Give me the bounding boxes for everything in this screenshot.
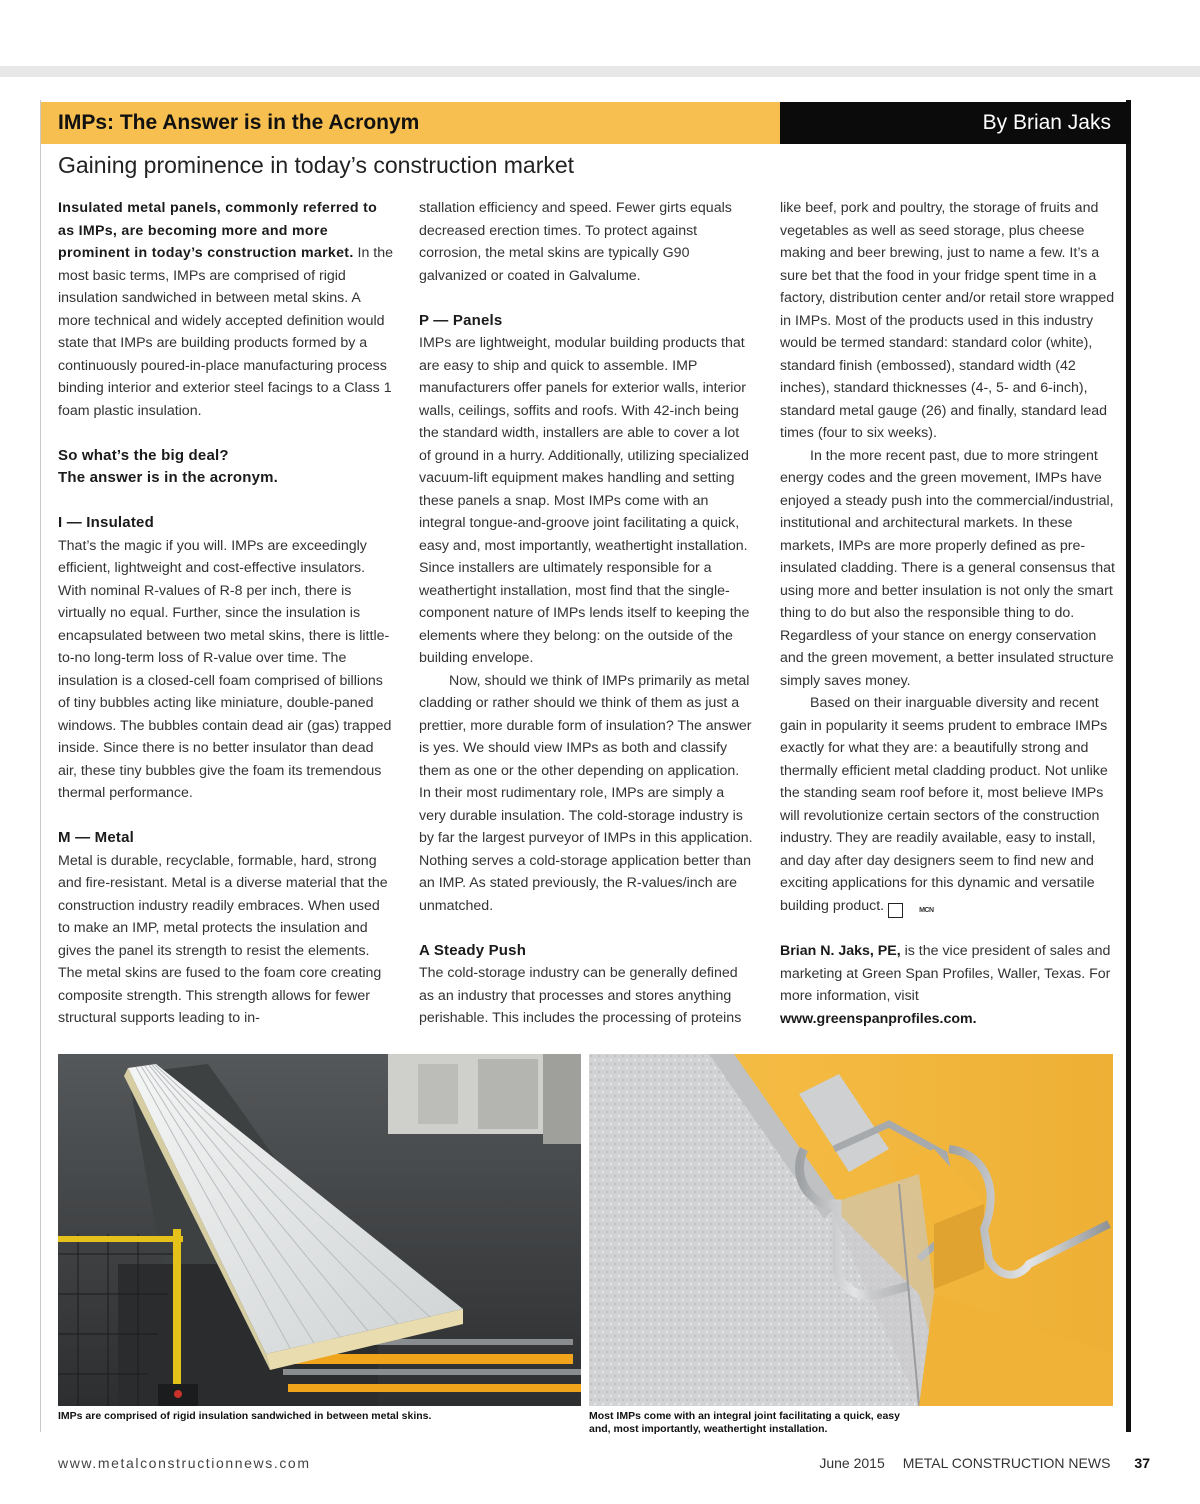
intro-text: In the most basic terms, IMPs are comprised of rigid insulation sandwiched in between metal skins. A more technical and widely accepted definition would state that IMPs are building products formed by a continuously poured-in-place manufacturing process binding interior and exterior steel facings to a Class 1 foam plastic insulation. [58,245,394,419]
section-heading-steady-push: A Steady Push [419,941,527,959]
lead-text: Insulated metal panels, commonly referred to as IMPs, are becoming more and more prominent in today’s construction market. [58,200,378,261]
deal-heading-line1: So what’s the big deal? [58,446,229,464]
intro-paragraph [58,197,394,422]
deal-heading-line2: The answer is in the acronym. [58,469,279,486]
photo-panel-production-line [58,1054,581,1406]
text-column-1 [58,197,394,1030]
paragraph-steady-push-continued: like beef, pork and poultry, the storage of fruits and vegetables as well as seed storage, plus cheese making and beer brewing, just to name a few. It’s a sure bet that the food in your fridge spent time in a factory, distribution center and/or retail store wrapped in IMPs. Most of the products used in this industry would be termed standard: standard color (white), standard finish (embossed), standard width (42 inches), standard thicknesses (4-, 5- and 6-inch), standard metal gauge (26) and finally, standard lead times (four to six weeks). [780,200,1115,441]
footer-publication: METAL CONSTRUCTION NEWS [902,1455,1111,1471]
text-column-2 [419,197,754,1030]
mcn-end-mark-icon: MCN [888,903,903,918]
footer-website-link[interactable]: www.metalconstructionnews.com [58,1455,311,1471]
section-heading-panels: P — Panels [419,311,503,329]
photo-caption-2: Most IMPs come with an integral joint facilitating a quick, easy and, most importantly, weathertight installation. [589,1410,900,1435]
paragraph-recent: In the more recent past, due to more stringent energy codes and the green movement, IMPs have enjoyed a steady push into the commercial/industrial, institutional and architectural markets. In these markets, IMPs are more properly defined as pre-insulated cladding. There is a general consensus that using more and better insulation is not only the smart thing to do but also the responsible thing to do. Regardless of your stance on energy conservation and the green movement, a better insulated structure simply saves money. [780,447,1115,689]
photo-joint-cross-section [589,1054,1113,1406]
paragraph-insulated: That’s the magic if you will. IMPs are exceedingly efficient, lightweight and cost-effective insulators. With nominal R-values of R-8 per inch, there is virtually no equal. Further, since the insulation is encapsulated between two metal skins, there is little-to-no long-term loss of R-value over time. The insulation is a closed-cell foam comprised of billions of tiny bubbles acting like miniature, double-paned windows. The bubbles contain dead air (gas) trapped inside. Since there is no better insulator than dead air, these tiny bubbles give the foam its tremendous thermal performance. [58,537,392,801]
article-subtitle: Gaining prominence in today’s construction market [58,152,575,178]
top-rule [0,66,1200,77]
paragraph-metal-continued: stallation efficiency and speed. Fewer girts equals decreased erection times. To protect against corrosion, the metal skins are typically G90 galvanized or coated in Galvalume. [419,200,732,284]
paragraph-based-text: Based on their inarguable diversity and recent gain in popularity it seems prudent to embrace IMPs exactly for what they are: a beautifully strong and thermally efficient metal cladding product. Not unlike the standing seam roof before it, most believe IMPs will revolutionize certain sectors of the construction industry. They are readily available, easy to install, and day after day designers seem to find new and exciting applications for this dynamic and versatile building product. [780,695,1108,914]
footer-date: June 2015 [819,1455,885,1471]
author-bio-text: is the vice president of sales and marketing at Green Span Profiles, Waller, Texas. For more information, visit [780,943,1111,1004]
article-title: IMPs: The Answer is in the Acronym [41,102,780,144]
text-column-3 [780,197,1116,1030]
paragraph-now: Now, should we think of IMPs primarily as metal cladding or rather should we think of them as just a prettier, more durable form of insulation? The answer is yes. We should view IMPs as both and classify them as one or the other depending on application. In their most rudimentary role, IMPs are simply a very durable insulation. The cold-storage industry is by far the largest purveyor of IMPs in this application. Nothing serves a cold-storage application better than an IMP. As stated previously, the R-values/inch are unmatched. [419,672,753,914]
photo-caption-1: IMPs are comprised of rigid insulation sandwiched in between metal skins. [58,1410,432,1422]
section-heading-metal: M — Metal [58,829,134,846]
paragraph-metal: Metal is durable, recyclable, formable, hard, strong and fire-resistant. Metal is a diverse material that the construction industry readily embraces. When used to make an IMP, metal protects the insulation and gives the panel its strength to resist the elements. The metal skins are fused to the foam core creating composite strength. This strength allows for fewer structural supports leading to in- [58,852,388,1026]
section-heading-insulated: I — Insulated [58,514,154,531]
paragraph-based [780,692,1116,918]
author-bio [780,940,1116,1030]
author-name: Brian N. Jaks, PE, [780,943,901,959]
paragraph-panels: IMPs are lightweight, modular building products that are easy to ship and quick to assemble. IMP manufacturers offer panels for exterior walls, interior walls, ceilings, soffits and roofs. With 42-inch being the standard width, installers are able to cover a lot of ground in a hurry. Additionally, utilizing specialized vacuum-lift equipment makes handling and setting these panels a snap. Most IMPs come with an integral tongue-and-groove joint facilitating a quick, easy and, most importantly, weathertight installation. Since installers are ultimately responsible for a weathertight installation, most find that the single-component nature of IMPs lends itself to keeping the elements where they belong: on the outside of the building envelope. [419,335,750,666]
article-banner [41,102,1131,144]
article-frame-right-rule [1126,100,1131,1432]
paragraph-steady-push: The cold-storage industry can be generally defined as an industry that processes and stores anything perishable. This includes the processing of proteins [419,965,742,1026]
author-website-link[interactable]: www.greenspanprofiles.com. [780,1010,977,1027]
footer-right [819,1455,1150,1471]
page-number: 37 [1134,1455,1150,1471]
article-byline: By Brian Jaks [780,102,1131,144]
